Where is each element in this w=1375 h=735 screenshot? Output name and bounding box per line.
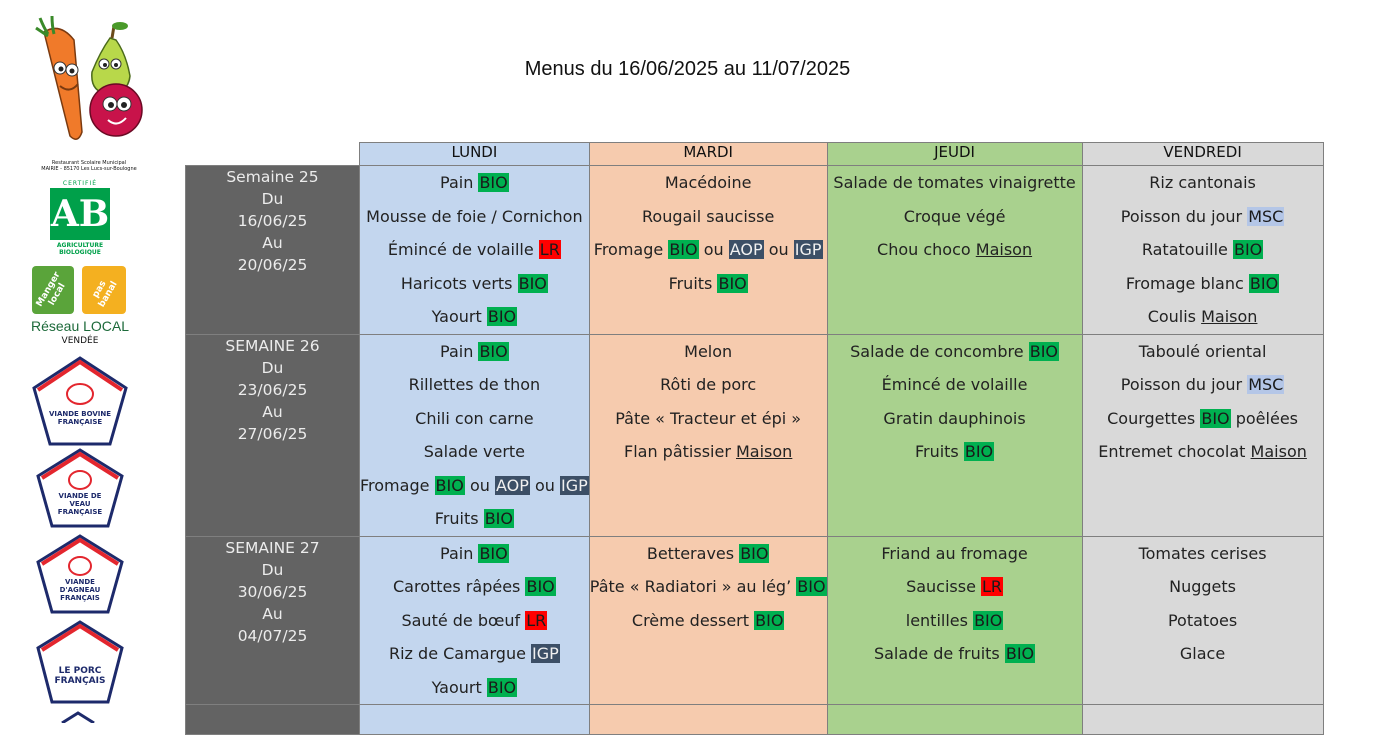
menu-cell-w25-vendredi — [1082, 166, 1323, 335]
menu-table — [185, 142, 1324, 735]
bio-badge: BIO — [740, 543, 769, 563]
bio-badge: BIO — [487, 307, 517, 326]
menu-item: Pain BIO — [440, 173, 508, 192]
bio-badge: BIO — [669, 240, 698, 259]
viande-agneau-text: VIANDE D'AGNEAU FRANÇAIS — [59, 578, 101, 602]
ab-mark: AB — [50, 188, 110, 240]
week-row-25 — [186, 166, 1324, 335]
week-au: Au — [262, 402, 283, 421]
bio-badge: BIO — [1005, 644, 1035, 663]
lr-badge: LR — [539, 240, 560, 259]
menu-item: Gratin dauphinois — [883, 408, 1026, 428]
week-end: 20/06/25 — [237, 256, 308, 274]
bio-badge: BIO — [518, 273, 547, 293]
week-start: 16/06/25 — [237, 212, 308, 230]
menu-item: Flan pâtissier Maison — [624, 442, 793, 461]
header-jeudi: JEUDI — [827, 143, 1082, 166]
page-title: Menus du 16/06/2025 au 11/07/2025 — [524, 58, 851, 80]
day-header-row — [186, 143, 1324, 166]
maison-label: Maison — [1250, 442, 1307, 461]
aop-badge: AOP — [495, 475, 529, 495]
week-start: 30/06/25 — [237, 582, 308, 601]
week-end: 04/07/25 — [237, 626, 308, 645]
msc-badge: MSC — [1248, 375, 1284, 394]
menu-item: Pâte « Radiatori » au lég’ BIO — [589, 577, 826, 596]
menu-item: Fruits BIO — [434, 509, 513, 528]
menu-item: Melon — [684, 341, 733, 361]
bio-badge: BIO — [435, 475, 464, 495]
menu-item: Tomates cerises — [1138, 543, 1267, 563]
menu-item: Yaourt BIO — [431, 307, 517, 326]
menu-cell-w27-jeudi — [827, 536, 1082, 705]
igp-badge: IGP — [561, 475, 588, 495]
menu-item: Carottes râpées BIO — [393, 577, 555, 596]
week-start: 23/06/25 — [237, 380, 308, 399]
viande-agneau-logo — [30, 532, 130, 627]
bio-badge: BIO — [479, 173, 508, 192]
maison-label: Maison — [736, 442, 793, 461]
bio-badge: BIO — [718, 273, 747, 293]
reseau-region-text: VENDÉE — [61, 336, 99, 346]
ab-organic-logo — [48, 180, 114, 262]
menu-item: Ratatouille BIO — [1141, 240, 1263, 259]
menu-item: Courgettes BIO poêlées — [1107, 408, 1298, 428]
maison-label: Maison — [1201, 307, 1258, 326]
restaurant-address: MAIRIE - 85170 Les Lucs-sur-Boulogne — [41, 166, 137, 172]
header-vendredi: VENDREDI — [1082, 143, 1323, 166]
menu-item: Betteraves BIO — [646, 543, 769, 563]
menu-item: Rillettes de thon — [408, 375, 541, 394]
menu-item: Salade de concombre BIO — [850, 341, 1059, 361]
week-name: SEMAINE 27 — [225, 538, 320, 557]
week-label-27 — [186, 536, 360, 705]
menu-item: Salade verte — [423, 442, 526, 461]
ab-caption: AGRICULTURE BIOLOGIQUE — [56, 242, 104, 256]
logo-column — [0, 0, 160, 720]
menu-item: Entremet chocolat Maison — [1098, 442, 1307, 461]
menu-item: Nuggets — [1169, 577, 1236, 596]
menu-cell-w26-lundi — [360, 334, 590, 536]
menu-item: Rougail saucisse — [642, 206, 775, 226]
week-du: Du — [261, 190, 284, 208]
igp-badge: IGP — [532, 644, 559, 663]
viande-veau-text: VIANDE DE VEAU FRANÇAISE — [57, 492, 103, 516]
week-au: Au — [262, 234, 283, 252]
menu-cell-w27-lundi — [360, 536, 590, 705]
menu-item: Croque végé — [903, 206, 1006, 226]
maison-label: Maison — [975, 240, 1033, 259]
lr-badge: LR — [526, 610, 547, 630]
viande-veau-logo — [30, 446, 130, 541]
menu-item: Riz de Camargue IGP — [388, 644, 559, 663]
menu-item: Émincé de volaille — [881, 375, 1028, 394]
menu-item: Pain BIO — [440, 341, 508, 361]
menu-item: Fruits BIO — [914, 442, 994, 461]
menu-item: Fromage BIO ou AOP ou IGP — [593, 240, 822, 259]
menu-item: Poisson du jour MSC — [1120, 375, 1284, 394]
menu-cell-w25-mardi — [589, 166, 827, 335]
menu-item: Potatoes — [1167, 610, 1238, 630]
reseau-local-text: Réseau LOCAL — [30, 318, 130, 334]
menu-item: Coulis Maison — [1147, 307, 1258, 326]
menu-item: Pâte « Tracteur et épi » — [615, 408, 802, 428]
porc-francais-text: LE PORC FRANÇAIS — [54, 666, 106, 686]
menu-item: Salade de fruits BIO — [873, 644, 1035, 663]
bio-badge: BIO — [1201, 408, 1230, 428]
menu-item: Chou choco Maison — [877, 240, 1033, 259]
bio-badge: BIO — [1249, 273, 1279, 293]
restaurant-label — [28, 160, 150, 172]
bio-badge: BIO — [487, 677, 517, 697]
menu-item: Sauté de bœuf LR — [401, 610, 547, 630]
week-du: Du — [261, 560, 284, 579]
menu-item: lentilles BIO — [905, 610, 1003, 630]
menu-item: Salade de tomates vinaigrette — [833, 173, 1076, 192]
menu-item: Mousse de foie / Cornichon — [366, 206, 583, 226]
bio-badge: BIO — [484, 509, 513, 528]
bio-badge: BIO — [479, 341, 508, 361]
menu-cell-w26-vendredi — [1082, 334, 1323, 536]
week-row-26 — [186, 334, 1324, 536]
lr-badge: LR — [982, 577, 1003, 596]
restaurant-name: Restaurant Scolaire Municipal — [51, 160, 127, 166]
menu-item: Chili con carne — [415, 408, 534, 428]
viande-bovine-text: VIANDE BOVINE FRANÇAISE — [48, 410, 112, 426]
menu-item: Glace — [1179, 644, 1226, 663]
menu-item: Pain BIO — [440, 543, 508, 563]
bio-badge: BIO — [1233, 240, 1263, 259]
igp-badge: IGP — [794, 240, 822, 259]
menu-item: Poisson du jour MSC — [1120, 206, 1284, 226]
week-du: Du — [261, 358, 284, 377]
extra-logo-partial — [58, 708, 98, 720]
header-mardi: MARDI — [589, 143, 827, 166]
bio-badge: BIO — [797, 577, 826, 596]
menu-item: Saucisse LR — [906, 577, 1003, 596]
menu-cell-w26-mardi — [589, 334, 827, 536]
menu-cell-w25-lundi — [360, 166, 590, 335]
week-label-26 — [186, 334, 360, 536]
menu-item: Friand au fromage — [881, 543, 1028, 563]
bio-badge: BIO — [479, 543, 508, 563]
ab-certified-text: CERTIFIÉ — [62, 180, 98, 187]
menu-item: Rôti de porc — [660, 375, 757, 394]
week-label-25 — [186, 166, 360, 335]
menu-item: Fromage BIO ou AOP ou IGP — [360, 475, 588, 495]
menu-cell-w26-jeudi — [827, 334, 1082, 536]
week-name: SEMAINE 26 — [225, 336, 320, 355]
menu-item: Macédoine — [664, 173, 752, 192]
vegetable-mascot-logo — [30, 12, 150, 147]
menu-item: Haricots verts BIO — [400, 273, 547, 293]
aop-badge: AOP — [729, 240, 763, 259]
bio-badge: BIO — [974, 610, 1003, 630]
menu-item: Riz cantonais — [1149, 173, 1256, 192]
menu-item: Fruits BIO — [668, 273, 747, 293]
week-row-27 — [186, 536, 1324, 705]
menu-item: Crème dessert BIO — [631, 610, 784, 630]
viande-bovine-logo — [30, 354, 130, 449]
header-corner — [186, 143, 360, 166]
porc-francais-logo — [30, 618, 130, 713]
menu-cell-w25-jeudi — [827, 166, 1082, 335]
bio-badge: BIO — [1029, 341, 1059, 361]
reseau-local-logo — [28, 264, 132, 350]
bio-badge: BIO — [755, 610, 784, 630]
week-name: Semaine 25 — [226, 168, 319, 186]
menu-cell-w27-vendredi — [1082, 536, 1323, 705]
header-lundi: LUNDI — [360, 143, 590, 166]
msc-badge: MSC — [1248, 206, 1284, 226]
manger-local-badge: Manger local — [32, 266, 74, 314]
bio-badge: BIO — [964, 442, 994, 461]
menu-item: Taboulé oriental — [1138, 341, 1267, 361]
menu-item: Fromage blanc BIO — [1125, 273, 1279, 293]
week-au: Au — [262, 604, 283, 623]
menu-item: Yaourt BIO — [431, 677, 517, 697]
bio-badge: BIO — [526, 577, 555, 596]
pas-banal-badge: pas banal — [82, 266, 126, 314]
menu-item: Émincé de volaille LR — [387, 240, 560, 259]
menu-cell-w27-mardi — [589, 536, 827, 705]
week-end: 27/06/25 — [237, 424, 308, 443]
